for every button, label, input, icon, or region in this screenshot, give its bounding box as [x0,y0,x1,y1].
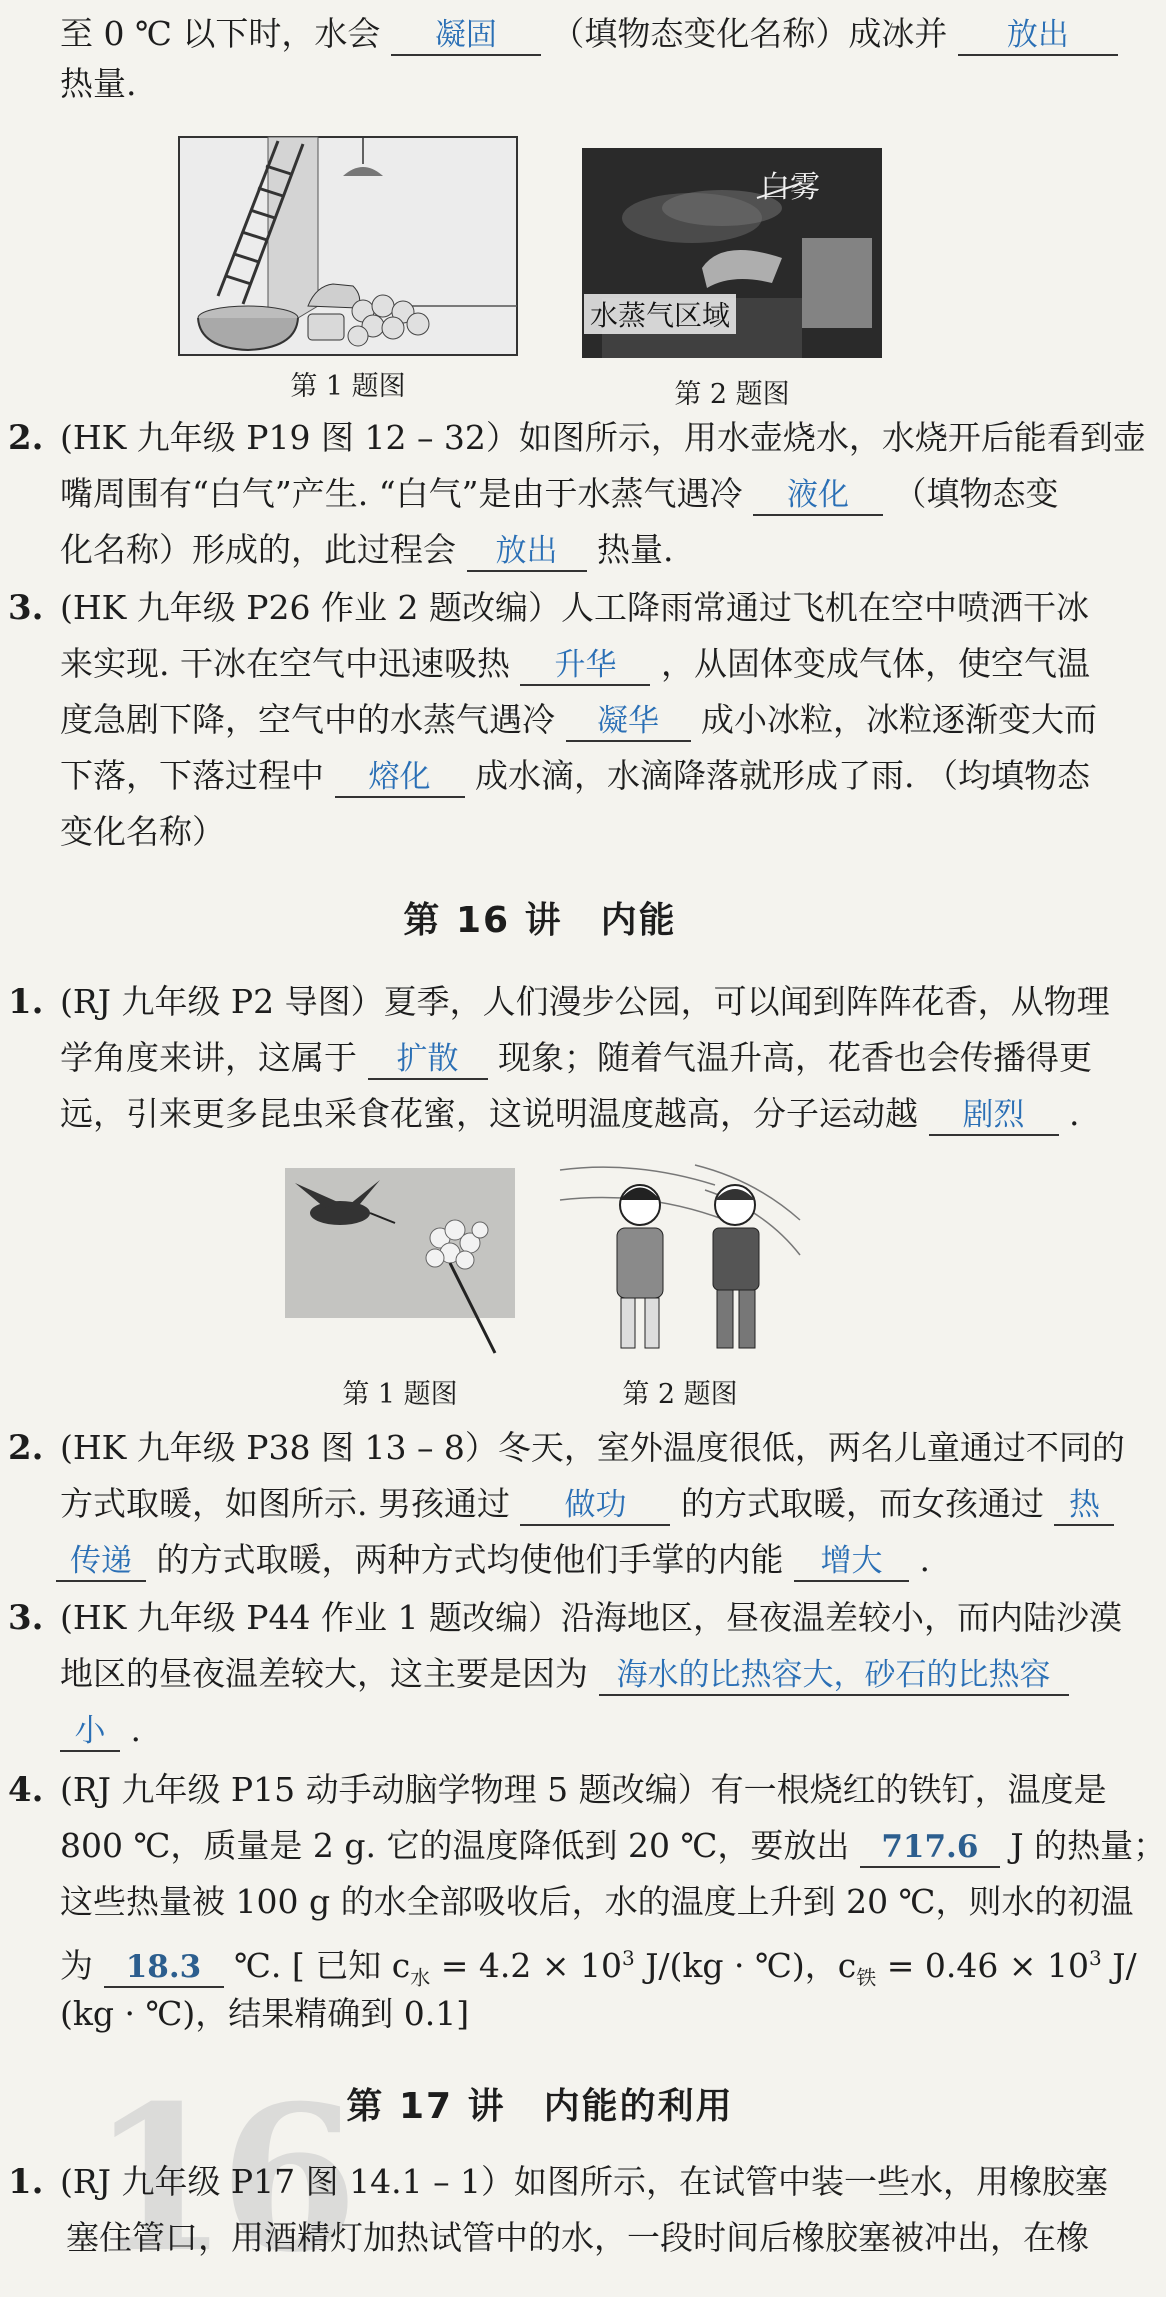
cellar-figure [178,136,518,356]
answer-blank: 凝固 [391,16,541,56]
text: 远，引来更多昆虫采食花蜜，这说明温度越高，分子运动越 [60,1094,918,1133]
fog-label: 白雾 [760,170,820,205]
text: 的方式取暖，两种方式均使他们手掌的内能 [156,1540,784,1579]
text: （填物态变 [893,474,1059,513]
figure-caption: 第 2 题图 [622,1379,738,1410]
subscript: 水 [410,1965,431,1990]
question-number: 1. [8,2162,44,2202]
answer-blank: 小 [60,1712,120,1752]
q3b-line-3 [60,1708,141,1752]
answer-blank: 18.3 [104,1948,224,1988]
q4b-line-5: (kg · ℃)，结果精确到 0.1] [60,1994,470,2033]
question-number: 1. [8,982,44,1022]
answer-blank: 做功 [520,1486,670,1526]
top-line-2: 热量. [60,64,137,103]
q3a-line-5: 变化名称） [60,812,225,851]
answer-blank: 717.6 [860,1828,1000,1868]
q2a-line-2 [60,472,1058,516]
text: ℃. [ 已知 c [234,1946,411,1985]
text: 的方式取暖，而女孩通过 [680,1484,1044,1523]
q4b-line-1: (RJ 九年级 P15 动手动脑学物理 5 题改编）有一根烧红的铁钉，温度是 [60,1770,1107,1809]
top-line-1 [60,12,1118,56]
q3a-line-1: (HK 九年级 P26 作业 2 题改编）人工降雨常通过飞机在空中喷洒干冰 [60,588,1089,627]
q1c-line-1: (RJ 九年级 P17 图 14.1 – 1）如图所示，在试管中装一些水，用橡胶塞 [60,2162,1109,2201]
q3a-line-2 [60,642,1090,686]
vapor-label: 水蒸气区域 [584,294,736,334]
question-number: 3. [8,1598,44,1638]
answer-blank: 扩散 [368,1040,488,1080]
answer-blank: 增大 [794,1542,909,1582]
question-number: 3. [8,588,44,628]
answer-blank: 传递 [56,1542,146,1582]
text: J 的热量； [1010,1826,1166,1865]
answer-blank: 剧烈 [929,1096,1059,1136]
text: 成小冰粒，冰粒逐渐变大而 [701,700,1097,739]
answer-blank: 熔化 [335,758,465,798]
answer-blank: 海水的比热容大，砂石的比热容 [599,1656,1069,1696]
answer-blank: 放出 [958,16,1118,56]
superscript: 3 [1089,1946,1102,1970]
q4b-line-3: 这些热量被 100 g 的水全部吸收后，水的温度上升到 20 ℃，则水的初温 [60,1882,1134,1921]
text: ，从固体变成气体，使空气温 [660,644,1090,683]
text: 成水滴，水滴降落就形成了雨. （均填物态 [475,756,1090,795]
superscript: 3 [621,1946,635,1970]
text: 现象；随着气温升高，花香也会传播得更 [498,1038,1092,1077]
q1c-line-2: 塞住管口，用酒精灯加热试管中的水，一段时间后橡胶塞被冲出，在橡 [66,2218,1089,2257]
children-figure [555,1160,805,1360]
text: 学角度来讲，这属于 [60,1038,357,1077]
section-heading: 第 16 讲 内能 [403,900,677,941]
text: 800 ℃，质量是 2 g. 它的温度降低到 20 ℃，要放出 [60,1826,850,1865]
text: 方式取暖，如图所示. 男孩通过 [60,1484,510,1523]
q3b-line-1: (HK 九年级 P44 作业 1 题改编）沿海地区，昼夜温差较小，而内陆沙漠 [60,1598,1122,1637]
q3a-line-4 [60,754,1090,798]
text: 嘴周围有“白气”产生. “白气”是由于水蒸气遇冷 [60,474,743,513]
answer-blank: 热 [1054,1486,1114,1526]
answer-blank: 凝华 [566,702,691,742]
text: J/ [1101,1946,1137,1985]
text: 至 0 ℃ 以下时，水会 [60,14,381,53]
text: 地区的昼夜温差较大，这主要是因为 [60,1654,588,1693]
text: 热量. [597,530,674,569]
q2a-line-3 [60,528,674,572]
q2b-line-2 [60,1482,1114,1526]
answer-blank: 升华 [520,646,650,686]
q2b-line-1: (HK 九年级 P38 图 13 – 8）冬天，室外温度很低，两名儿童通过不同的 [60,1428,1125,1467]
section-heading: 第 17 讲 内能的利用 [346,2086,734,2127]
figure-caption: 第 2 题图 [674,379,790,410]
chapter-number-watermark: 16 [90,2062,349,2297]
question-number: 2. [8,418,44,458]
question-number: 4. [8,1770,44,1810]
text: 度急剧下降，空气中的水蒸气遇冷 [60,700,555,739]
text: （填物态变化名称）成冰并 [551,14,948,53]
q4b-line-4 [60,1936,1137,2000]
text: 化名称）形成的，此过程会 [60,530,456,569]
q2b-line-3 [60,1538,930,1582]
q1b-line-1: (RJ 九年级 P2 导图）夏季，人们漫步公园，可以闻到阵阵花香，从物理 [60,982,1110,1021]
text: = 0.46 × 10 [876,1946,1090,1985]
q2a-line-1: (HK 九年级 P19 图 12 – 32）如图所示，用水壶烧水，水烧开后能看到壶 [60,418,1146,457]
q1b-line-3 [60,1092,1080,1136]
text: 下落，下落过程中 [60,756,324,795]
q4b-line-2 [60,1824,1166,1868]
text: 来实现. 干冰在空气中迅速吸热 [60,644,510,683]
text: = 4.2 × 10 [430,1946,622,1985]
text: . [130,1710,141,1749]
figure-caption: 第 1 题图 [290,371,406,402]
q3b-line-2 [60,1652,1069,1696]
figure-caption: 第 1 题图 [342,1379,458,1410]
text: J/(kg · ℃)，c [634,1946,857,1985]
q3a-line-3 [60,698,1097,742]
text: . [1069,1094,1080,1133]
question-number: 2. [8,1428,44,1468]
q1b-line-2 [60,1036,1092,1080]
bird-flower-figure [285,1168,515,1358]
text: 为 [60,1946,93,1985]
answer-blank: 液化 [753,476,883,516]
answer-blank: 放出 [467,532,587,572]
text: . [919,1540,930,1579]
subscript: 铁 [856,1965,877,1990]
